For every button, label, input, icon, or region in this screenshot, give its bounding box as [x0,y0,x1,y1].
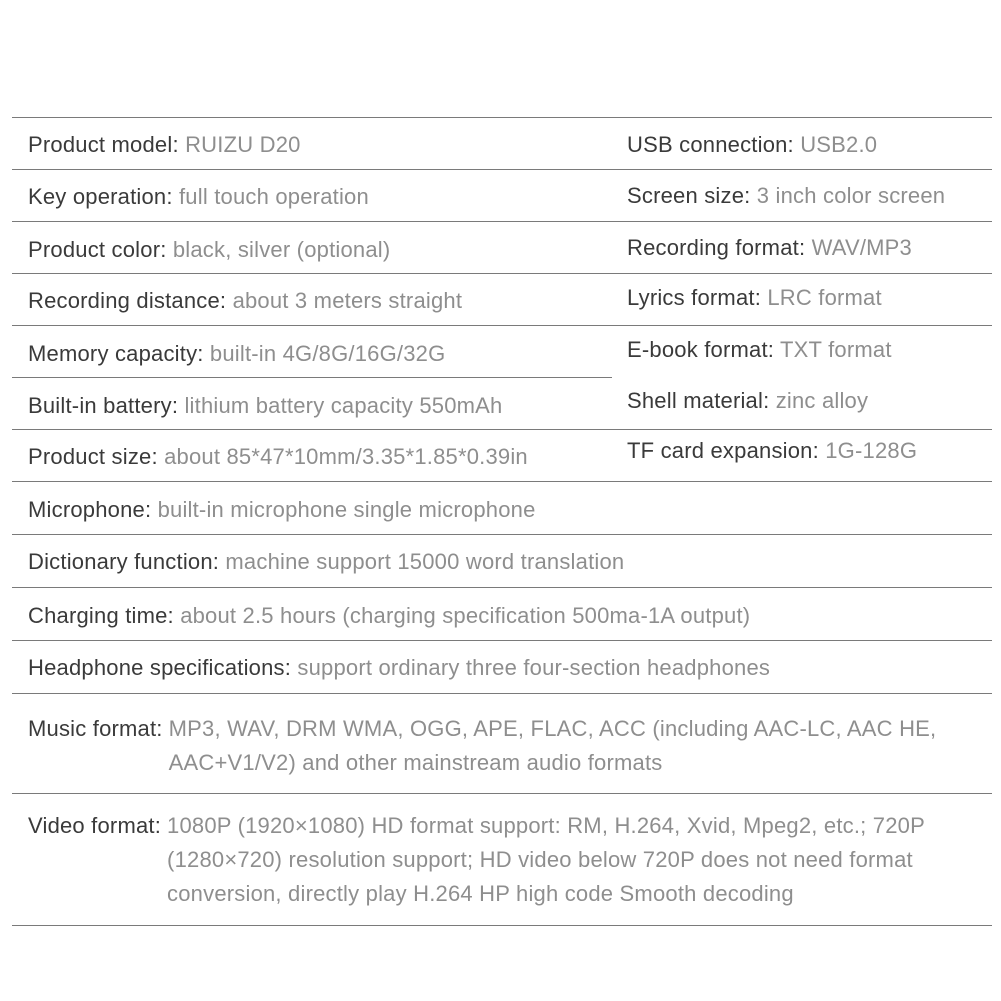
spec-value: LRC format [767,285,882,310]
spec-label: Product color: [28,237,167,262]
spec-tf-card-expansion [627,434,917,468]
spec-value: black, silver (optional) [172,237,391,262]
spec-built-in-battery [28,389,502,423]
divider [12,925,992,926]
spec-label: Dictionary function: [28,549,220,574]
spec-row [12,430,992,481]
spec-label: USB connection: [627,132,794,157]
spec-microphone [28,493,536,527]
spec-value: built-in microphone single microphone [157,497,536,522]
spec-label: Built-in battery: [28,393,179,418]
spec-label: Video format: [28,813,162,838]
spec-value: about 85*47*10mm/3.35*1.85*0.39in [164,444,528,469]
spec-row [12,170,992,221]
spec-value: zinc alloy [775,388,869,413]
spec-value: WAV/MP3 [811,235,912,260]
spec-usb-connection [627,128,877,162]
spec-memory-capacity [28,337,445,371]
spec-value: 1G-128G [825,438,918,463]
spec-label: Lyrics format: [627,285,762,310]
spec-headphone-specifications [28,651,770,685]
spec-label: Screen size: [627,183,751,208]
spec-row [12,482,992,534]
spec-row [12,694,992,793]
spec-row [12,378,992,429]
spec-label: Recording format: [627,235,806,260]
spec-row [12,222,992,273]
spec-ebook-format [627,333,892,367]
spec-charging-time [28,599,750,633]
spec-row [12,326,992,377]
spec-value: 3 inch color screen [756,183,946,208]
spec-value: 1080P (1920×1080) HD format support: RM, H.264, Xvid, Mpeg2, etc.; 720P (1280×720) resolution support; HD video below 720P does not need format conversion, directly play H.264 HP high code Smooth decoding [167,813,925,906]
spec-label: Recording distance: [28,288,227,313]
spec-product-model [28,128,301,162]
spec-value: about 2.5 hours (charging specification 500ma-1A output) [180,603,751,628]
spec-label: Product model: [28,132,179,157]
spec-label: Microphone: [28,497,152,522]
spec-value: full touch operation [179,184,369,209]
spec-key-operation [28,180,369,214]
spec-value: support ordinary three four-section headphones [297,655,771,680]
spec-label: Headphone specifications: [28,655,292,680]
spec-value: built-in 4G/8G/16G/32G [209,341,446,366]
spec-dictionary-function [28,545,624,579]
spec-value: machine support 15000 word translation [225,549,625,574]
spec-row [12,641,992,693]
spec-screen-size [627,179,945,213]
spec-table [12,117,992,926]
spec-product-color [28,233,390,267]
spec-value: lithium battery capacity 550mAh [184,393,503,418]
spec-lyrics-format [627,281,882,315]
spec-value: TXT format [780,337,892,362]
spec-value: RUIZU D20 [185,132,301,157]
spec-row [12,588,992,640]
spec-recording-format [627,231,912,265]
spec-label: Product size: [28,444,158,469]
spec-recording-distance [28,284,462,318]
spec-value: USB2.0 [800,132,878,157]
spec-label: Memory capacity: [28,341,204,366]
spec-label: Shell material: [627,388,770,413]
spec-music-format [28,712,969,780]
spec-row [12,535,992,587]
spec-value: about 3 meters straight [232,288,463,313]
spec-value: MP3, WAV, DRM WMA, OGG, APE, FLAC, ACC (including AAC-LC, AAC HE, AAC+V1/V2) and other mainstream audio formats [168,716,937,775]
spec-label: Key operation: [28,184,173,209]
spec-shell-material [627,384,868,418]
spec-label: TF card expansion: [627,438,819,463]
spec-row [12,794,992,925]
spec-video-format [28,809,979,911]
spec-label: E-book format: [627,337,775,362]
spec-label: Music format: [28,716,163,741]
spec-product-size [28,440,528,474]
spec-row [12,274,992,325]
spec-label: Charging time: [28,603,174,628]
spec-row [12,118,992,169]
